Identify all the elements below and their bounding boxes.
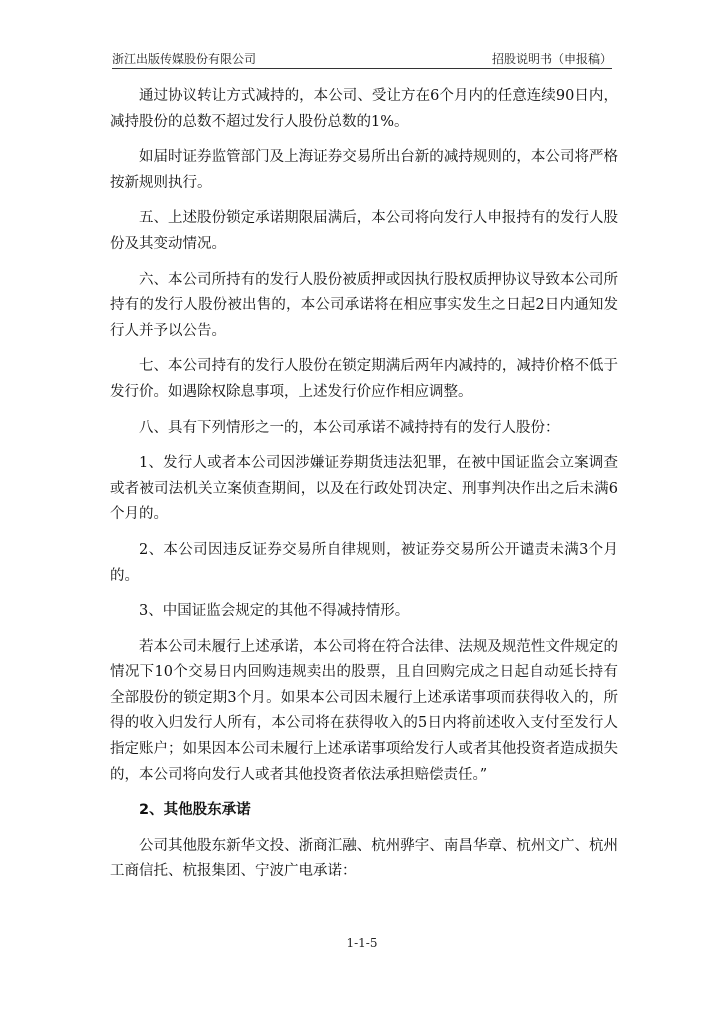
page-header [112,48,612,69]
header-company-name: 浙江出版传媒股份有限公司 [112,52,257,66]
page-number: 1-1-5 [346,936,378,950]
header-document-title: 招股说明书（申报稿） [491,52,612,66]
body-paragraph: 3、中国证监会规定的其他不得减持情形。 [139,603,410,620]
closing-paragraph: 公司其他股东新华文投、浙商汇融、杭州骅宇、南昌华章、杭州文广、杭州工商信托、杭报集团、宁波广电承诺： [110,837,618,880]
body-paragraph: 六、本公司所持有的发行人股份被质押或因执行股权质押协议导致本公司所持有的发行人股份被出售的，本公司承诺将在相应事实发生之日起2日内通知发行人并予以公告。 [110,271,618,339]
body-paragraph: 1、发行人或者本公司因涉嫌证券期货违法犯罪，在被中国证监会立案调查或者被司法机关立案侦查期间，以及在行政处罚决定、刑事判决作出之后未满6个月的。 [110,455,618,523]
section-heading: 2、其他股东承诺 [139,802,251,819]
body-paragraph: 七、本公司持有的发行人股份在锁定期满后两年内减持的，减持价格不低于发行价。如遇除权除息事项，上述发行价应作相应调整。 [110,358,618,400]
body-paragraph: 五、上述股份锁定承诺期限届满后，本公司将向发行人申报持有的发行人股份及其变动情况。 [110,210,618,252]
body-paragraph: 2、本公司因违反证券交易所自律规则，被证券交易所公开谴责未满3个月的。 [110,541,618,584]
body-paragraph: 如届时证券监管部门及上海证券交易所出台新的减持规则的，本公司将严格按新规则执行。 [110,149,618,191]
document-body [110,84,618,895]
body-paragraph: 八、具有下列情形之一的，本公司承诺不减持持有的发行人股份： [139,419,560,436]
body-paragraph: 若本公司未履行上述承诺，本公司将在符合法律、法规及规范性文件规定的情况下10个交易日内回购违规卖出的股票，且自回购完成之日起自动延长持有全部股份的锁定期3个月。如果本公司因未履行上述承诺事项而获得收入的，所得的收入归发行人所有，本公司将在获得收入的5日内将前述收入支付至发行人指定账户；如果因本公司未履行上述承诺事项给发行人或者其他投资者造成损失的，本公司将向发行人或者其他投资者依法承担赔偿责任。” [110,638,618,783]
body-paragraph: 通过协议转让方式减持的，本公司、受让方在6个月内的任意连续90日内，减持股份的总数不超过发行人股份总数的1%。 [110,88,618,130]
